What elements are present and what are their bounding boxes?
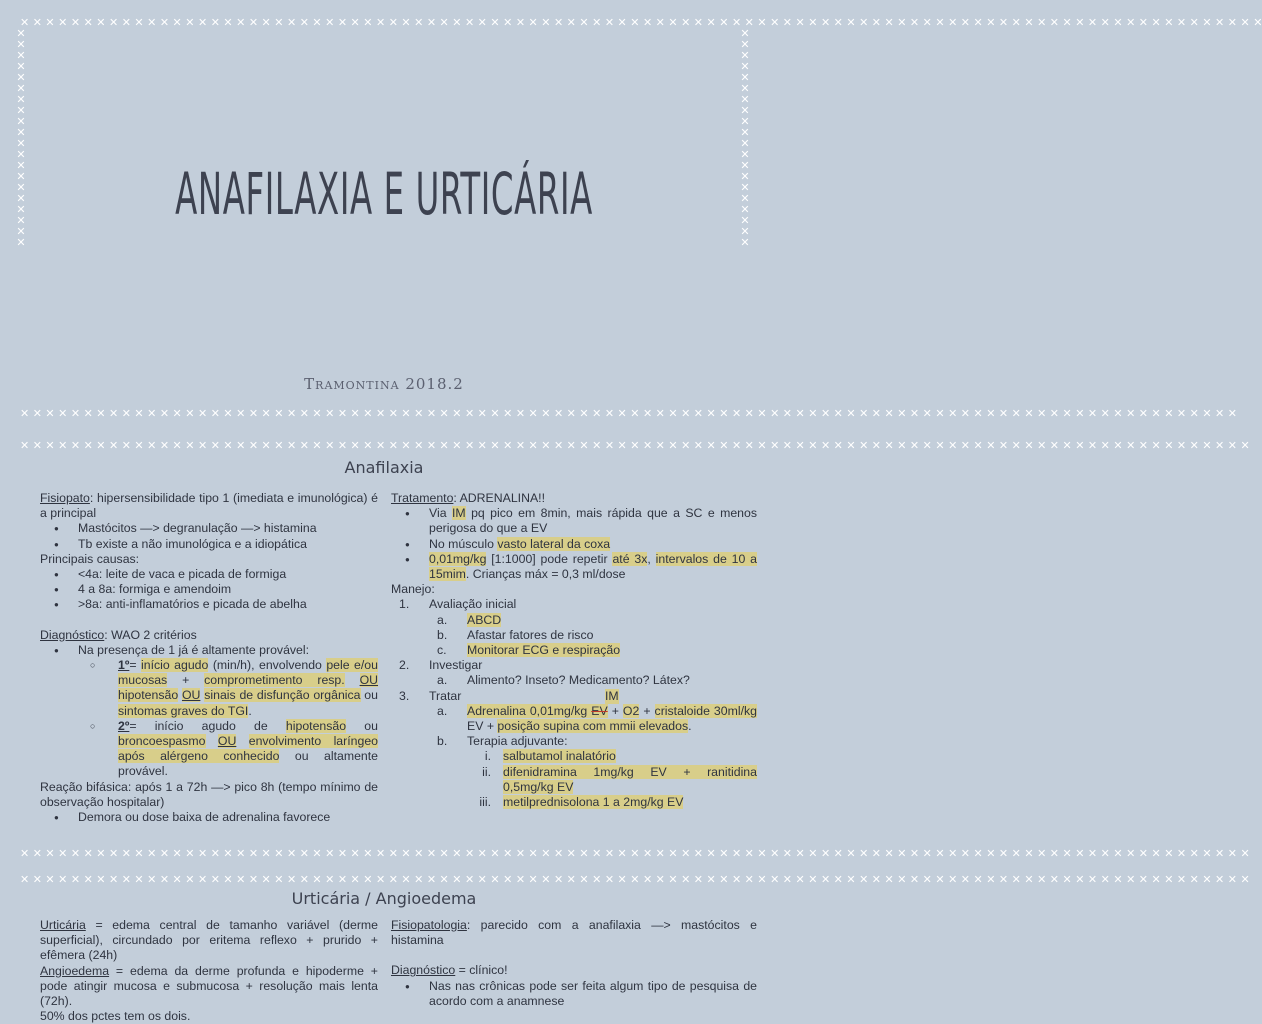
highlight: hipotensão	[118, 688, 179, 703]
both-paragraph: 50% dos pctes tem os dois.	[40, 1009, 191, 1024]
list-item: ● 4 a 8a: formiga e amendoim	[40, 582, 378, 597]
highlight: início agudo	[141, 658, 209, 673]
strikethrough: EV	[591, 703, 608, 718]
stitch-border-top: ✕ ✕ ✕ ✕ ✕ ✕ ✕ ✕ ✕ ✕ ✕ ✕ ✕ ✕ ✕ ✕ ✕ ✕ ✕ ✕ ✕ ✕ ✕ ✕ ✕ ✕ ✕ ✕ ✕ ✕ ✕ ✕ ✕ ✕ ✕ ✕ ✕ ✕ ✕ ✕ ✕ ✕ ✕ ✕ ✕ ✕ ✕ ✕ ✕ ✕ ✕ ✕ ✕ ✕ ✕ ✕ ✕ ✕ ✕ ✕ ✕ ✕ ✕ ✕ ✕ ✕ ✕ ✕ ✕ ✕ ✕ ✕ ✕ ✕ ✕ ✕ ✕ ✕ ✕ ✕ ✕ ✕ ✕ ✕ ✕ ✕ ✕ ✕ ✕ ✕ ✕ ✕ ✕ ✕ ✕ ✕ ✕ ✕	[20, 16, 1262, 29]
text: +	[639, 703, 655, 718]
item-number: 2.	[399, 658, 410, 673]
text: ou altamente provável.	[118, 749, 378, 779]
criterion-number: 2º	[118, 718, 130, 733]
highlight: OU	[181, 688, 201, 703]
fisiopato-text: : hipersensibilidade tipo 1 (imediata e imunológica) é a principal	[40, 491, 378, 521]
angioedema-paragraph	[40, 964, 378, 1010]
highlight: hipotensão	[285, 718, 347, 733]
text: Afastar fatores de risco	[467, 627, 594, 642]
fisiopato-paragraph	[40, 491, 378, 521]
bifasica-paragraph: Reação bifásica: após 1 a 72h —> pico 8h (tempo mínimo de observação hospitalar)	[40, 779, 378, 809]
text: +	[167, 673, 205, 688]
causas-heading: Principais causas:	[40, 551, 140, 566]
stitch-border-bottom: ✕ ✕ ✕ ✕ ✕ ✕ ✕ ✕ ✕ ✕ ✕ ✕ ✕ ✕ ✕ ✕ ✕ ✕ ✕ ✕ ✕ ✕ ✕ ✕ ✕ ✕ ✕ ✕ ✕ ✕ ✕ ✕ ✕ ✕ ✕ ✕ ✕ ✕ ✕ ✕ ✕ ✕ ✕ ✕ ✕ ✕ ✕ ✕ ✕ ✕ ✕ ✕ ✕ ✕ ✕ ✕ ✕ ✕ ✕ ✕ ✕ ✕ ✕ ✕ ✕ ✕ ✕ ✕ ✕ ✕ ✕ ✕ ✕ ✕ ✕ ✕ ✕ ✕ ✕ ✕ ✕ ✕ ✕ ✕ ✕ ✕ ✕ ✕ ✕ ✕ ✕ ✕ ✕ ✕ ✕ ✕	[20, 407, 1237, 420]
text	[206, 734, 218, 748]
anafilaxia-left-column	[40, 491, 378, 825]
diagnostico-label: Diagnóstico	[40, 627, 105, 642]
urticaria-label: Urticária	[40, 918, 86, 932]
section-title-urticaria: Urticária / Angioedema	[291, 889, 477, 908]
urticaria-right-column	[391, 918, 757, 1009]
list-item	[391, 734, 757, 749]
text: ou	[360, 688, 378, 703]
item-number: 3.	[399, 688, 410, 703]
urticaria-paragraph	[40, 918, 378, 964]
stitch-divider-anafilaxia: ✕ ✕ ✕ ✕ ✕ ✕ ✕ ✕ ✕ ✕ ✕ ✕ ✕ ✕ ✕ ✕ ✕ ✕ ✕ ✕ ✕ ✕ ✕ ✕ ✕ ✕ ✕ ✕ ✕ ✕ ✕ ✕ ✕ ✕ ✕ ✕ ✕ ✕ ✕ ✕ ✕ ✕ ✕ ✕ ✕ ✕ ✕ ✕ ✕ ✕ ✕ ✕ ✕ ✕ ✕ ✕ ✕ ✕ ✕ ✕ ✕ ✕ ✕ ✕ ✕ ✕ ✕ ✕ ✕ ✕ ✕ ✕ ✕ ✕ ✕ ✕ ✕ ✕ ✕ ✕ ✕ ✕ ✕ ✕ ✕ ✕ ✕ ✕ ✕ ✕ ✕ ✕ ✕ ✕ ✕ ✕ ✕	[20, 439, 1250, 452]
list-item	[391, 506, 757, 536]
text: ,	[647, 551, 656, 566]
section-title-anafilaxia: Anafilaxia	[344, 458, 424, 477]
list-item	[391, 795, 757, 810]
text: = clínico!	[455, 963, 508, 978]
text	[345, 673, 360, 687]
stitch-border-right: ✕ ✕ ✕ ✕ ✕ ✕ ✕ ✕ ✕ ✕ ✕ ✕ ✕ ✕ ✕ ✕ ✕ ✕ ✕ ✕	[740, 27, 750, 249]
diagnostico-text: : WAO 2 critérios	[104, 627, 197, 642]
list-item: ● <4a: leite de vaca e picada de formiga	[40, 567, 378, 582]
diagnostico-urt-paragraph	[391, 963, 757, 978]
list-item	[391, 643, 757, 658]
list-item	[391, 613, 757, 628]
highlight: difenidramina 1mg/kg EV + ranitidina 0,5mg/kg EV	[503, 764, 757, 794]
text: . Crianças máx = 0,3 ml/dose	[465, 567, 626, 582]
item-roman: ii.	[482, 764, 491, 779]
tratamento-paragraph	[391, 491, 757, 506]
highlight: salbutamol inalatório	[503, 749, 616, 764]
text: +	[607, 703, 623, 718]
highlight: cristaloide 30ml/kg	[654, 703, 757, 718]
highlight: 0,01mg/kg	[429, 551, 487, 566]
text: Tratar	[429, 688, 462, 703]
highlight: sintomas graves do TGI	[118, 703, 249, 718]
list-item	[391, 537, 757, 552]
list-item	[391, 552, 757, 582]
list-item: ● Na presença de 1 já é altamente provável:	[40, 643, 378, 658]
criterion-number: 1º	[118, 658, 130, 673]
highlight: broncoespasmo	[118, 734, 206, 749]
fisiopatologia-paragraph	[391, 918, 757, 948]
list-item	[391, 689, 757, 704]
list-item	[391, 673, 757, 688]
diagnostico-paragraph	[40, 628, 378, 643]
highlight: vasto lateral da coxa	[497, 536, 611, 551]
diagnostico-urt-label: Diagnóstico	[391, 963, 456, 978]
item-roman: iii.	[479, 795, 491, 810]
item-roman: i.	[484, 749, 491, 764]
list-item	[391, 658, 757, 673]
highlight: OU	[217, 734, 237, 749]
text: ou	[346, 718, 378, 733]
text: .	[688, 719, 692, 734]
text: EV +	[467, 719, 498, 734]
anafilaxia-right-column	[391, 491, 757, 810]
highlight: Adrenalina 0,01mg/kg	[467, 703, 592, 718]
urticaria-left-column	[40, 918, 378, 1024]
text: : parecido com a anafilaxia —> mastócitos e histamina	[391, 918, 757, 948]
text: Via	[429, 506, 452, 521]
highlight: pele e/ou mucosas	[118, 658, 378, 688]
item-letter: a.	[437, 703, 448, 718]
text	[236, 734, 248, 748]
list-item	[391, 628, 757, 643]
list-item: ● Mastócitos —> degranulação —> histamina	[40, 521, 378, 536]
fisiopatologia-label: Fisiopatologia	[391, 918, 467, 932]
text: Alimento? Inseto? Medicamento? Látex?	[467, 673, 690, 688]
stitch-border-left: ✕ ✕ ✕ ✕ ✕ ✕ ✕ ✕ ✕ ✕ ✕ ✕ ✕ ✕ ✕ ✕ ✕ ✕ ✕ ✕	[16, 27, 26, 249]
stitch-divider-urticaria: ✕ ✕ ✕ ✕ ✕ ✕ ✕ ✕ ✕ ✕ ✕ ✕ ✕ ✕ ✕ ✕ ✕ ✕ ✕ ✕ ✕ ✕ ✕ ✕ ✕ ✕ ✕ ✕ ✕ ✕ ✕ ✕ ✕ ✕ ✕ ✕ ✕ ✕ ✕ ✕ ✕ ✕ ✕ ✕ ✕ ✕ ✕ ✕ ✕ ✕ ✕ ✕ ✕ ✕ ✕ ✕ ✕ ✕ ✕ ✕ ✕ ✕ ✕ ✕ ✕ ✕ ✕ ✕ ✕ ✕ ✕ ✕ ✕ ✕ ✕ ✕ ✕ ✕ ✕ ✕ ✕ ✕ ✕ ✕ ✕ ✕ ✕ ✕ ✕ ✕ ✕ ✕ ✕ ✕ ✕ ✕ ✕	[20, 873, 1250, 886]
text: Avaliação inicial	[429, 597, 517, 612]
item-letter: b.	[437, 627, 448, 642]
text: = edema central de tamanho variável (derme superficial), circundado por eritema reflexo + prurido + efêmera (24h)	[40, 918, 378, 963]
manejo-heading: Manejo:	[391, 582, 435, 597]
text: início agudo de	[154, 718, 286, 733]
text: (min/h), envolvendo	[208, 658, 327, 673]
page-title: ANAFILAXIA E URTICÁRIA	[175, 160, 593, 228]
criterion-2	[40, 719, 378, 780]
list-item: ● Nas nas crônicas pode ser feita algum tipo de pesquisa de acordo com a anamnese	[391, 979, 757, 1009]
highlight: intervalos de 10 a 15mim	[429, 551, 758, 582]
text: =	[129, 658, 141, 673]
list-item	[391, 597, 757, 612]
text: = edema da derme profunda e hipoderme + pode atingir mucosa e submucosa + resolução mais lenta (72h).	[40, 963, 378, 1009]
criterion-1	[40, 658, 378, 719]
list-item: ● Demora ou dose baixa de adrenalina favorece	[40, 810, 378, 825]
text: Investigar	[429, 658, 483, 673]
text: [1:1000] pode repetir	[486, 551, 613, 566]
author-credit: Tramontina 2018.2	[304, 375, 464, 393]
list-item	[391, 704, 757, 734]
list-item	[391, 749, 757, 764]
item-letter: a.	[437, 612, 448, 627]
item-letter: b.	[437, 734, 448, 749]
text: .	[248, 703, 252, 718]
fisiopato-label: Fisiopato	[40, 491, 90, 505]
item-letter: c.	[437, 643, 447, 658]
highlight: sinais de disfunção orgânica	[204, 688, 361, 703]
tratamento-label: Tratamento	[391, 491, 454, 505]
angioedema-label: Angioedema	[40, 963, 110, 978]
text: Terapia adjuvante:	[467, 734, 568, 749]
text: =	[129, 718, 155, 733]
list-item: ● >8a: anti-inflamatórios e picada de abelha	[40, 597, 378, 612]
tratamento-text: : ADRENALINA!!	[453, 491, 545, 505]
highlight: envolvimento laríngeo após alérgeno conhecido	[118, 734, 379, 764]
highlight: ABCD	[467, 612, 502, 627]
item-number: 1.	[399, 597, 410, 612]
item-letter: a.	[437, 673, 448, 688]
highlight: OU	[359, 673, 379, 688]
highlight: metilprednisolona 1 a 2mg/kg EV	[503, 795, 684, 810]
text: No músculo	[429, 536, 498, 551]
highlight: IM	[451, 506, 466, 521]
list-item	[391, 765, 757, 795]
highlight: Monitorar ECG e respiração	[467, 643, 621, 658]
text: pq pico em 8min, mais rápida que a SC e menos perigosa do que a EV	[429, 506, 757, 536]
highlight: comprometimento resp.	[204, 673, 345, 688]
im-annotation: IM	[605, 688, 619, 703]
list-item: ● Tb existe a não imunológica e a idiopática	[40, 537, 378, 552]
stitch-divider-bottom: ✕ ✕ ✕ ✕ ✕ ✕ ✕ ✕ ✕ ✕ ✕ ✕ ✕ ✕ ✕ ✕ ✕ ✕ ✕ ✕ ✕ ✕ ✕ ✕ ✕ ✕ ✕ ✕ ✕ ✕ ✕ ✕ ✕ ✕ ✕ ✕ ✕ ✕ ✕ ✕ ✕ ✕ ✕ ✕ ✕ ✕ ✕ ✕ ✕ ✕ ✕ ✕ ✕ ✕ ✕ ✕ ✕ ✕ ✕ ✕ ✕ ✕ ✕ ✕ ✕ ✕ ✕ ✕ ✕ ✕ ✕ ✕ ✕ ✕ ✕ ✕ ✕ ✕ ✕ ✕ ✕ ✕ ✕ ✕ ✕ ✕ ✕ ✕ ✕ ✕ ✕ ✕ ✕ ✕ ✕ ✕ ✕	[20, 847, 1250, 860]
highlight: até 3x	[612, 551, 648, 566]
highlight: posição supina com mmii elevados	[497, 719, 689, 734]
highlight: O2	[622, 703, 640, 718]
